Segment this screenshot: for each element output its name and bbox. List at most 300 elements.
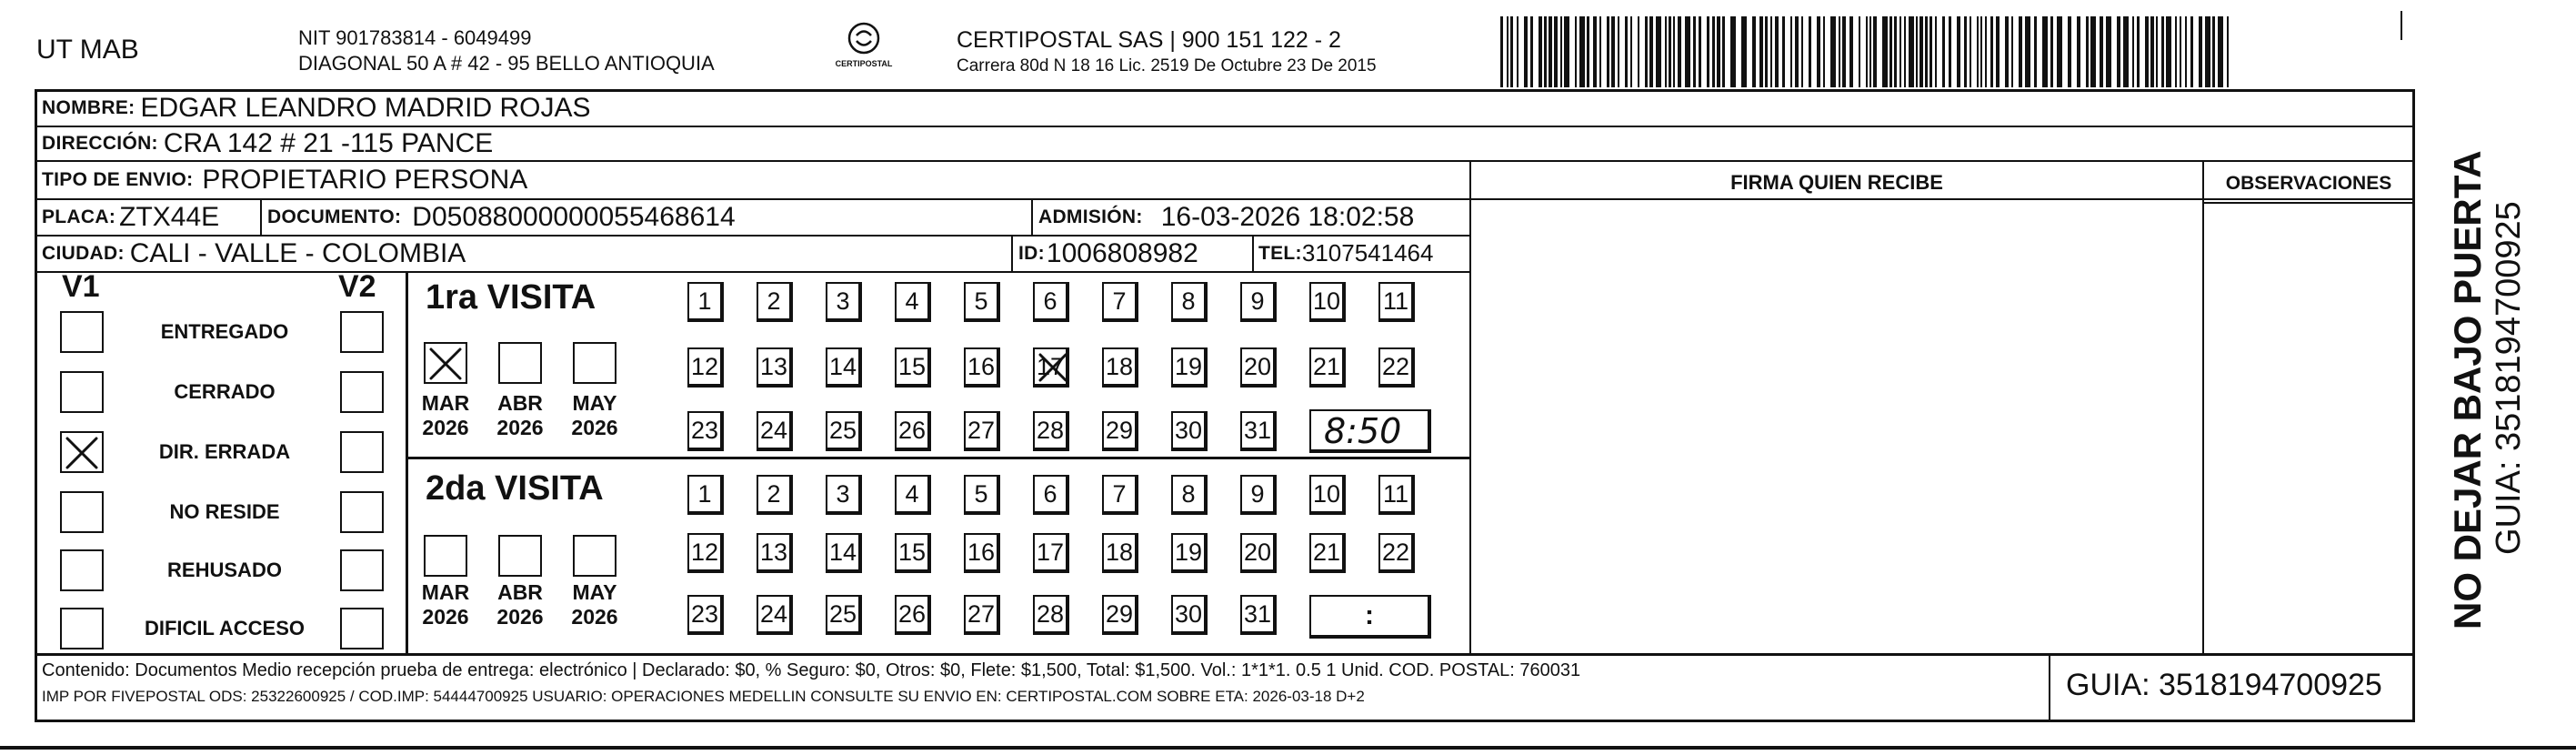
barcode-bar <box>1957 16 1960 87</box>
status-option-label: DIR. ERRADA <box>158 440 291 463</box>
day-box[interactable] <box>826 282 862 322</box>
day-number: 17 <box>1036 538 1065 566</box>
month-year: 2026 <box>496 416 544 439</box>
carrier-license: Carrera 80d N 18 16 Lic. 2519 De Octubre 23 De 2015 <box>957 56 1377 76</box>
placa-field <box>42 199 219 235</box>
barcode-bar <box>1894 16 1897 87</box>
day-number: 6 <box>1043 287 1057 315</box>
month-label <box>491 580 549 629</box>
day-box[interactable] <box>757 533 793 573</box>
day-number: 10 <box>1312 479 1341 508</box>
first-visit-time-box[interactable] <box>1309 409 1431 453</box>
day-number: 3 <box>836 287 850 315</box>
day-box[interactable] <box>964 347 1000 388</box>
month-year: 2026 <box>422 416 469 439</box>
barcode-bar <box>2077 16 2080 87</box>
barcode-bar <box>2199 16 2202 87</box>
day-box[interactable] <box>1102 411 1138 451</box>
day-box[interactable] <box>687 595 724 635</box>
v1-checkbox-entregado[interactable] <box>60 311 104 353</box>
day-box[interactable] <box>1378 533 1415 573</box>
day-box[interactable] <box>1240 595 1277 635</box>
status-option-label: NO RESIDE <box>169 500 280 523</box>
barcode-bar <box>1759 16 1763 87</box>
barcode-bar <box>1678 16 1681 87</box>
barcode-bar <box>1507 16 1509 87</box>
month-year: 2026 <box>422 605 469 629</box>
day-box[interactable] <box>1033 533 1069 573</box>
barcode-bar <box>1899 16 1901 87</box>
placa-value: ZTX44E <box>119 201 220 232</box>
day-box[interactable] <box>826 411 862 451</box>
day-number: 14 <box>828 538 857 566</box>
day-number: 15 <box>897 352 927 380</box>
barcode-bar <box>2034 16 2037 87</box>
month-checkbox-abr[interactable] <box>498 342 542 384</box>
barcode-bar <box>1599 16 1601 87</box>
month-checkbox-may[interactable] <box>573 535 616 577</box>
barcode-bar <box>2090 16 2096 87</box>
v2-checkbox-rehusado[interactable] <box>340 549 384 591</box>
tipo-label: TIPO DE ENVIO: <box>42 169 194 190</box>
barcode-bar <box>1549 16 1552 87</box>
month-checkbox-mar[interactable] <box>424 342 467 384</box>
day-number: 3 <box>836 479 850 508</box>
second-visit-time: : <box>1365 600 1374 630</box>
barcode <box>1500 16 2233 87</box>
day-number: 25 <box>828 416 857 444</box>
certipostal-logo-icon <box>844 20 884 56</box>
barcode-bar <box>1530 16 1533 87</box>
day-box[interactable] <box>1378 282 1415 322</box>
day-box[interactable] <box>826 475 862 515</box>
documento-value: D05088000000055468614 <box>412 201 736 232</box>
day-box[interactable] <box>1033 475 1069 515</box>
day-number: 20 <box>1243 352 1272 380</box>
barcode-bar <box>1782 16 1785 87</box>
day-number: 23 <box>690 599 719 628</box>
id-label: ID: <box>1018 242 1045 264</box>
barcode-bar <box>1942 16 1945 87</box>
v2-checkbox-cerrado[interactable] <box>340 371 384 413</box>
barcode-bar <box>1575 16 1577 87</box>
day-box[interactable] <box>1240 347 1277 388</box>
observaciones-header: OBSERVACIONES <box>2225 173 2392 194</box>
barcode-bar <box>1985 16 1987 87</box>
barcode-bar <box>1929 16 1932 87</box>
day-number: 12 <box>690 352 719 380</box>
day-box[interactable] <box>1309 475 1346 515</box>
v1-header: V1 <box>62 269 100 304</box>
barcode-bar <box>2100 16 2103 87</box>
row-divider <box>36 271 1469 273</box>
month-checkbox-mar[interactable] <box>424 535 467 577</box>
barcode-bar <box>1882 16 1888 87</box>
barcode-bar <box>1579 16 1585 87</box>
barcode-bar <box>2180 16 2181 87</box>
status-option-label: ENTREGADO <box>160 320 289 343</box>
tel-field <box>1258 236 1433 271</box>
day-number: 6 <box>1043 479 1057 508</box>
day-box[interactable] <box>964 411 1000 451</box>
col-divider <box>1469 162 1471 653</box>
barcode-bar <box>1801 16 1803 87</box>
barcode-bar <box>1517 16 1519 87</box>
v2-header: V2 <box>338 269 376 304</box>
barcode-bar <box>1587 16 1589 87</box>
day-number: 5 <box>974 287 988 315</box>
barcode-bar <box>2150 16 2154 87</box>
barcode-bar <box>1859 16 1860 87</box>
barcode-bar <box>1752 16 1756 87</box>
day-box[interactable] <box>895 475 931 515</box>
barcode-bar <box>1638 16 1639 87</box>
barcode-bar <box>1916 16 1918 87</box>
day-number: 7 <box>1112 287 1127 315</box>
day-number: 1 <box>697 479 712 508</box>
day-number: 16 <box>967 538 996 566</box>
barcode-bar <box>1809 16 1811 87</box>
tel-value: 3107541464 <box>1301 239 1434 267</box>
day-box[interactable] <box>757 411 793 451</box>
day-number: 13 <box>759 538 788 566</box>
day-box[interactable] <box>1171 595 1208 635</box>
day-number: 12 <box>690 538 719 566</box>
day-box[interactable] <box>1102 533 1138 573</box>
barcode-bar <box>1722 16 1725 87</box>
day-box[interactable] <box>964 533 1000 573</box>
barcode-bar <box>1964 16 1967 87</box>
barcode-bar <box>1649 16 1653 87</box>
day-number: 21 <box>1312 538 1341 566</box>
barcode-bar <box>2005 16 2009 87</box>
v1-checkbox-cerrado[interactable] <box>60 371 104 413</box>
direccion-field <box>42 126 493 160</box>
day-number: 1 <box>697 287 712 315</box>
barcode-bar <box>2205 16 2210 87</box>
day-number: 18 <box>1105 538 1134 566</box>
month-label <box>491 391 549 440</box>
barcode-bar <box>1593 16 1597 87</box>
barcode-bar <box>1889 16 1892 87</box>
barcode-bar <box>1673 16 1675 87</box>
v2-checkbox-dir-errada[interactable] <box>340 431 384 473</box>
documento-label: DOCUMENTO: <box>267 206 402 227</box>
month-name: MAR <box>421 391 470 415</box>
nombre-value: EDGAR LEANDRO MADRID ROJAS <box>140 93 591 123</box>
day-number: 11 <box>1382 287 1409 315</box>
day-number: 22 <box>1381 538 1410 566</box>
day-number: 23 <box>690 416 719 444</box>
barcode-bar <box>1949 16 1951 87</box>
month-label <box>416 391 475 440</box>
day-number: 21 <box>1312 352 1341 380</box>
day-number: 18 <box>1105 352 1134 380</box>
barcode-bar <box>1625 16 1628 87</box>
v2-checkbox-entregado[interactable] <box>340 311 384 353</box>
barcode-bar <box>1996 16 2000 87</box>
barcode-bar <box>1699 16 1701 87</box>
barcode-bar <box>2227 16 2229 87</box>
col-divider <box>406 271 408 653</box>
barcode-bar <box>1707 16 1709 87</box>
day-box[interactable] <box>895 533 931 573</box>
barcode-bar <box>1795 16 1799 87</box>
placa-label: PLACA: <box>42 206 116 227</box>
barcode-bar <box>2218 16 2223 87</box>
day-box[interactable] <box>1309 533 1346 573</box>
day-box[interactable] <box>826 533 862 573</box>
day-box[interactable] <box>964 475 1000 515</box>
day-box[interactable] <box>1378 475 1415 515</box>
barcode-bar <box>1775 16 1779 87</box>
month-year: 2026 <box>496 605 544 629</box>
day-box[interactable] <box>687 411 724 451</box>
day-number: 29 <box>1105 416 1134 444</box>
day-box[interactable] <box>687 347 724 388</box>
nombre-field <box>42 91 591 126</box>
day-box[interactable] <box>757 475 793 515</box>
barcode-bar <box>1564 16 1569 87</box>
barcode-bar <box>2057 16 2062 87</box>
documento-field <box>267 199 736 235</box>
day-box[interactable] <box>757 347 793 388</box>
day-box[interactable] <box>895 282 931 322</box>
check-mark-icon <box>62 433 102 473</box>
tipo-value: PROPIETARIO PERSONA <box>202 165 528 195</box>
nombre-label: NOMBRE: <box>42 97 135 118</box>
day-box[interactable] <box>895 347 931 388</box>
month-year: 2026 <box>571 416 618 439</box>
day-number: 24 <box>759 416 788 444</box>
barcode-bar <box>1935 16 1937 87</box>
day-number: 4 <box>905 287 919 315</box>
day-box[interactable] <box>1240 533 1277 573</box>
day-box[interactable] <box>964 282 1000 322</box>
month-name: MAR <box>421 580 470 604</box>
barcode-bar <box>1970 16 1971 87</box>
barcode-bar <box>1730 16 1736 87</box>
v1-checkbox-dir-errada[interactable] <box>60 431 104 473</box>
day-number: 4 <box>905 479 919 508</box>
day-box[interactable] <box>826 595 862 635</box>
day-number: 7 <box>1112 479 1127 508</box>
day-box[interactable] <box>1240 475 1277 515</box>
barcode-bar <box>2117 16 2120 87</box>
day-number: 10 <box>1312 287 1341 315</box>
sender-name: UT MAB <box>36 35 139 65</box>
month-name: ABR <box>497 391 543 415</box>
barcode-bar <box>1630 16 1632 87</box>
corner-tick <box>2401 11 2402 40</box>
day-number: 2 <box>767 287 781 315</box>
visit-divider <box>406 457 1469 459</box>
barcode-bar <box>1510 16 1513 87</box>
day-box[interactable] <box>687 533 724 573</box>
day-box[interactable] <box>1102 595 1138 635</box>
day-number: 5 <box>974 479 988 508</box>
month-checkbox-may[interactable] <box>573 342 616 384</box>
barcode-bar <box>1980 16 1982 87</box>
barcode-bar <box>1909 16 1914 87</box>
barcode-bar <box>1842 16 1846 87</box>
barcode-bar <box>2161 16 2164 87</box>
day-box[interactable] <box>757 282 793 322</box>
sender-nit: NIT 901783814 - 6049499 <box>298 26 532 49</box>
day-box[interactable] <box>895 595 931 635</box>
footer-guia: GUIA: 3518194700925 <box>2066 668 2382 702</box>
day-number: 2 <box>767 479 781 508</box>
day-number: 15 <box>897 538 927 566</box>
admision-value: 16-03-2026 18:02:58 <box>1160 201 1415 232</box>
field-divider <box>1011 235 1013 271</box>
day-box[interactable] <box>687 282 724 322</box>
barcode-bar <box>1830 16 1836 87</box>
barcode-bar <box>1765 16 1768 87</box>
v2-checkbox-no-reside[interactable] <box>340 491 384 533</box>
day-box[interactable] <box>1171 282 1208 322</box>
row-divider <box>2202 202 2413 204</box>
barcode-bar <box>2185 16 2187 87</box>
barcode-bar <box>2145 16 2149 87</box>
barcode-bar <box>2106 16 2111 87</box>
barcode-bar <box>1544 16 1547 87</box>
day-number: 31 <box>1243 416 1272 444</box>
firma-header: FIRMA QUIEN RECIBE <box>1730 171 1943 194</box>
v2-checkbox-dificil-acceso[interactable] <box>340 608 384 649</box>
day-number: 9 <box>1250 287 1265 315</box>
barcode-bar <box>2025 16 2030 87</box>
day-number: 20 <box>1243 538 1272 566</box>
barcode-bar <box>1685 16 1690 87</box>
ciudad-value: CALI - VALLE - COLOMBIA <box>129 237 466 268</box>
month-checkbox-abr[interactable] <box>498 535 542 577</box>
status-option-label: REHUSADO <box>167 559 282 581</box>
day-number: 30 <box>1174 416 1203 444</box>
day-number: 17 <box>1036 352 1065 380</box>
day-box[interactable] <box>1309 347 1346 388</box>
second-visit-time-box[interactable] <box>1309 595 1431 639</box>
check-mark-icon <box>426 344 466 384</box>
barcode-bar <box>2011 16 2013 87</box>
v1-checkbox-dificil-acceso[interactable] <box>60 608 104 649</box>
month-year: 2026 <box>571 605 618 629</box>
status-option-label: CERRADO <box>174 380 276 403</box>
day-number: 30 <box>1174 599 1203 628</box>
barcode-bar <box>1741 16 1747 87</box>
barcode-bar <box>1717 16 1720 87</box>
day-number: 11 <box>1382 479 1409 508</box>
barcode-bar <box>2068 16 2071 87</box>
barcode-bar <box>1849 16 1853 87</box>
id-value: 1006808982 <box>1046 237 1198 268</box>
id-field <box>1018 236 1198 271</box>
day-number: 27 <box>967 599 996 628</box>
barcode-bar <box>1977 16 1979 87</box>
contenido-text: Contenido: Documentos Medio recepción prueba de entrega: electrónico | Declarado: $0, % Seguro: $0, Otros: $0, Flete: $1,500, Total: $1,500. Vol.: 1*1*1. 0.5 1 Unid. COD. POSTAL: 760031 <box>42 660 1581 680</box>
month-label <box>566 580 624 629</box>
barcode-bar <box>1790 16 1792 87</box>
month-name: ABR <box>497 580 543 604</box>
tel-label: TEL: <box>1258 242 1302 264</box>
day-box[interactable] <box>826 347 862 388</box>
day-box[interactable] <box>1171 347 1208 388</box>
day-box[interactable] <box>1171 475 1208 515</box>
day-box[interactable] <box>1309 282 1346 322</box>
side-guia: GUIA: 3518194700925 <box>2490 201 2528 555</box>
day-box[interactable] <box>757 595 793 635</box>
day-number: 27 <box>967 416 996 444</box>
col-divider <box>2049 653 2050 722</box>
barcode-bar <box>1919 16 1923 87</box>
day-box[interactable] <box>964 595 1000 635</box>
barcode-bar <box>1607 16 1609 87</box>
day-number: 26 <box>897 416 927 444</box>
ciudad-label: CIUDAD: <box>42 242 125 264</box>
day-box[interactable] <box>1102 475 1138 515</box>
admision-label: ADMISIÓN: <box>1038 206 1143 227</box>
month-label <box>566 391 624 440</box>
day-number: 8 <box>1181 479 1196 508</box>
v1-checkbox-no-reside[interactable] <box>60 491 104 533</box>
day-number: 8 <box>1181 287 1196 315</box>
day-box[interactable] <box>1033 411 1069 451</box>
sender-address: DIAGONAL 50 A # 42 - 95 BELLO ANTIOQUIA <box>298 52 715 75</box>
day-number: 13 <box>759 352 788 380</box>
ciudad-field <box>42 236 466 271</box>
day-box[interactable] <box>895 411 931 451</box>
carrier-logo <box>818 20 909 76</box>
day-box[interactable] <box>1171 411 1208 451</box>
side-warning: NO DEJAR BAJO PUERTA <box>2446 150 2489 629</box>
day-number: 29 <box>1105 599 1134 628</box>
day-box[interactable] <box>1240 411 1277 451</box>
barcode-bar <box>1712 16 1715 87</box>
barcode-bar <box>2175 16 2177 87</box>
barcode-bar <box>2137 16 2140 87</box>
imp-text: IMP POR FIVEPOSTAL ODS: 25322600925 / COD.IMP: 54444700925 USUARIO: OPERACIONES MEDELLIN CONSULTE SU ENVIO EN: CERTIPOSTAL.COM SOBRE ETA: 2026-03-18 D+2 <box>42 688 1365 705</box>
month-label <box>416 580 475 629</box>
barcode-bar <box>1618 16 1619 87</box>
day-box[interactable] <box>1102 282 1138 322</box>
day-number: 22 <box>1381 352 1410 380</box>
col-divider <box>2202 162 2204 653</box>
day-box[interactable] <box>1033 282 1069 322</box>
barcode-bar <box>1554 16 1558 87</box>
barcode-bar <box>1524 16 1528 87</box>
barcode-bar <box>1560 16 1562 87</box>
direccion-label: DIRECCIÓN: <box>42 132 158 154</box>
day-box[interactable] <box>1171 533 1208 573</box>
barcode-bar <box>1611 16 1615 87</box>
day-box[interactable] <box>1102 347 1138 388</box>
day-box[interactable] <box>1378 347 1415 388</box>
barcode-bar <box>1873 16 1877 87</box>
day-box[interactable] <box>1033 595 1069 635</box>
direccion-value: CRA 142 # 21 -115 PANCE <box>163 127 494 158</box>
day-box[interactable] <box>687 475 724 515</box>
barcode-bar <box>2086 16 2089 87</box>
barcode-bar <box>1665 16 1667 87</box>
first-visit-title: 1ra VISITA <box>426 278 596 317</box>
barcode-bar <box>1904 16 1906 87</box>
check-mark-icon <box>1035 349 1071 386</box>
second-visit-title: 2da VISITA <box>426 469 604 508</box>
day-box[interactable] <box>1240 282 1277 322</box>
v1-checkbox-rehusado[interactable] <box>60 549 104 591</box>
day-box[interactable] <box>1033 347 1069 388</box>
barcode-bar <box>1839 16 1840 87</box>
